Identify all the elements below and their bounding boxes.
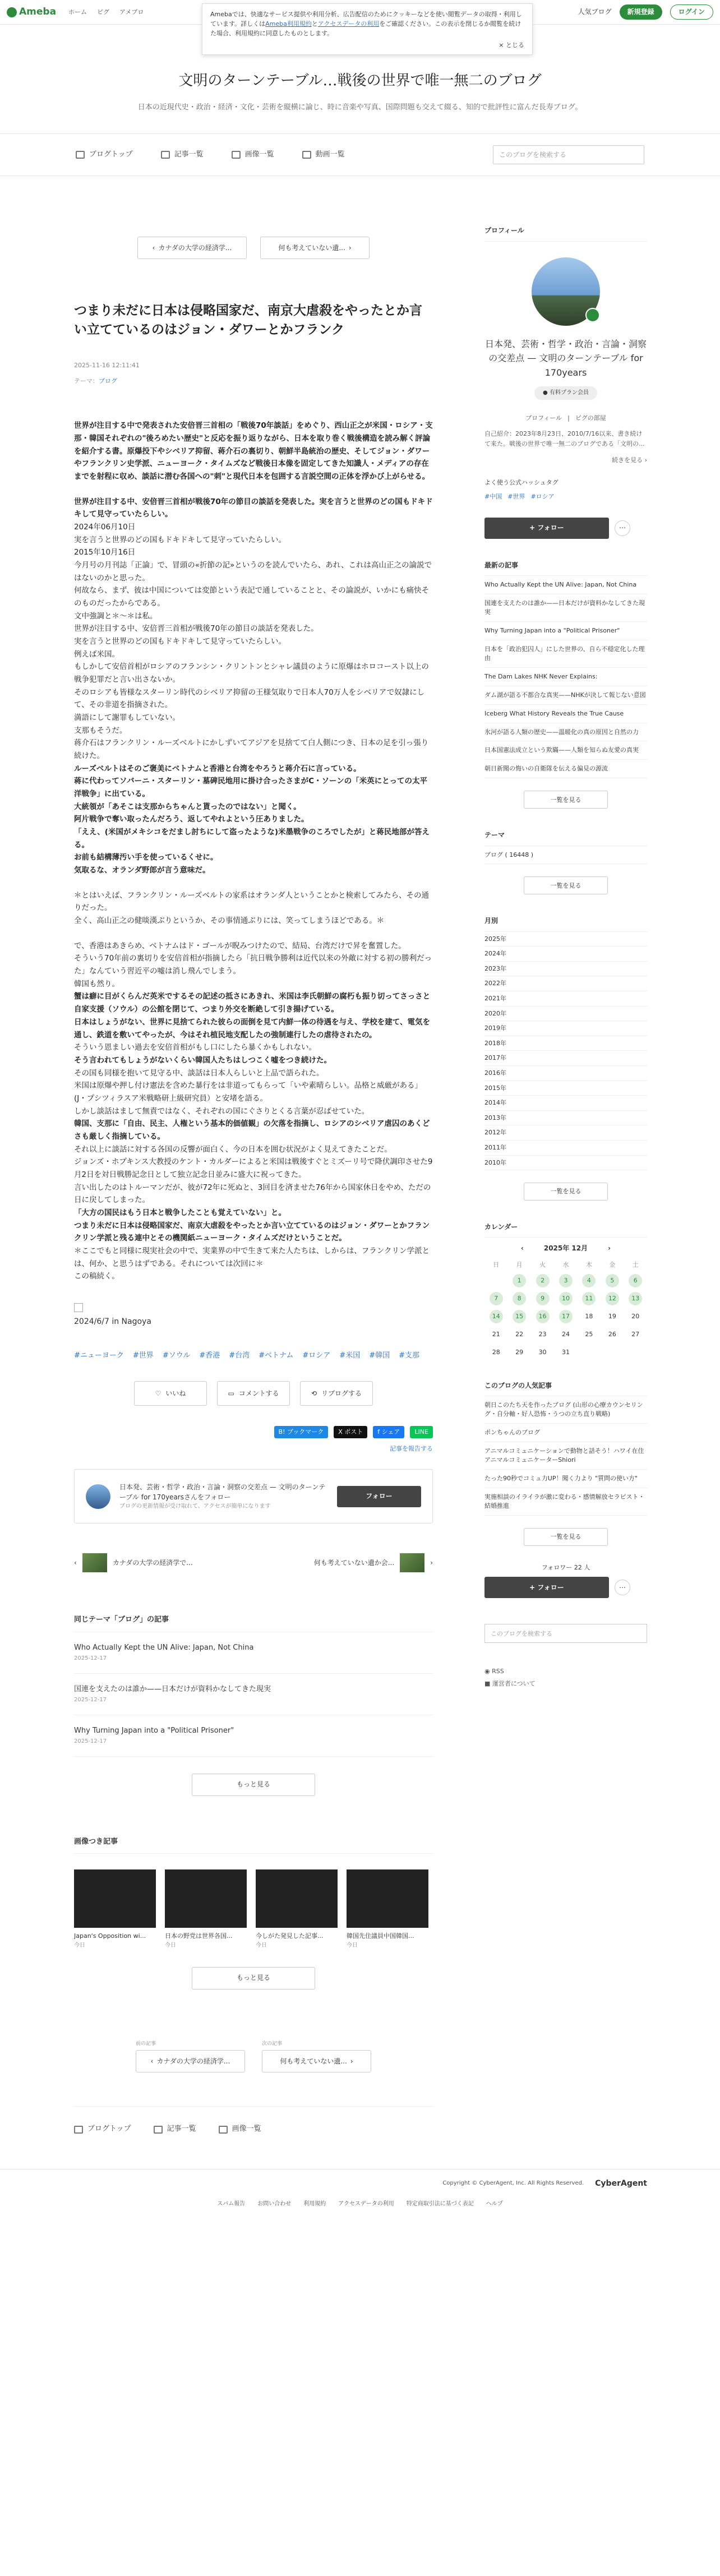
list-item[interactable]: たった90秒でコミュ力UP！聞く力より "質問の使い方"	[484, 1470, 647, 1488]
same-theme-list	[74, 1632, 433, 1756]
related-nav	[74, 1552, 433, 1574]
paid-plan-badge: ● 有料プラン会員	[534, 386, 597, 400]
terms-link[interactable]: Ameba利用規約	[265, 20, 312, 28]
hashtag[interactable]: #香港	[199, 1351, 220, 1360]
image-placeholder-icon[interactable]	[74, 1303, 83, 1312]
copyright: Copyright © CyberAgent, Inc. All Rights Reserved.	[442, 2180, 584, 2187]
month-item[interactable]: 2010年	[484, 1156, 647, 1171]
reblog-button[interactable]: ⟲ リブログする	[300, 1381, 373, 1406]
hashtag[interactable]: #ロシア	[530, 493, 555, 501]
global-actions	[578, 4, 713, 20]
calendar-day[interactable]: 3	[559, 1274, 573, 1287]
hashtag[interactable]: #ソウル	[162, 1351, 191, 1360]
rss-link[interactable]: ◉ RSS	[484, 1668, 504, 1675]
calendar-day: 21	[492, 1331, 500, 1338]
month-item[interactable]: 2020年	[484, 1007, 647, 1022]
side-follow-button-2[interactable]: + フォロー	[484, 1577, 609, 1598]
article-actions	[74, 1381, 433, 1406]
list-item[interactable]: 国連を支えたのは誰か——日本だけが資料かなしてきた現実 2025-12-17	[74, 1674, 433, 1715]
same-theme-title: 同じテーマ「ブログ」の記事	[74, 1614, 433, 1632]
calendar-day[interactable]: 16	[536, 1310, 550, 1323]
crown-icon: ●	[543, 390, 550, 396]
month-item[interactable]: 2019年	[484, 1021, 647, 1036]
entries-link-bottom[interactable]: 記事一覧	[154, 2123, 196, 2135]
ameba-logo[interactable]: Ameba	[7, 4, 56, 20]
month-more-button[interactable]: 一覧を見る	[524, 1183, 608, 1201]
image-entries-list	[74, 1869, 433, 1950]
camera-icon	[219, 2126, 228, 2134]
month-item[interactable]: 2022年	[484, 976, 647, 991]
hashtag[interactable]: #台湾	[229, 1351, 250, 1360]
operator-link[interactable]: ■ 運営者について	[484, 1680, 536, 1688]
article-theme-link[interactable]: ブログ	[99, 377, 117, 385]
calendar-grid: 日 月 火 水 木 金 土 1 2 3 4 5 6 7 8 9 10 11 12 13 14 15 16 17 18 19 20 21 22 23 24 25 26 27 28 29 30 31	[484, 1260, 647, 1360]
x-share-button[interactable]: X ポスト	[334, 1426, 367, 1438]
ameba-logo-icon	[7, 7, 17, 17]
chevron-right-icon: ›	[644, 456, 647, 464]
calendar-day[interactable]: 4	[582, 1274, 596, 1287]
ranks-more-button[interactable]: 一覧を見る	[524, 1528, 608, 1546]
month-item[interactable]: 2013年	[484, 1111, 647, 1126]
list-item[interactable]: 日本国憲法成立という欺瞞——人類を知らぬ友愛の真実	[484, 741, 647, 760]
report-link[interactable]: 記事を報告する	[390, 1444, 433, 1452]
chevron-right-icon: ›	[430, 1558, 433, 1567]
blog-rank-list	[484, 1396, 647, 1516]
month-title: 月別	[484, 916, 647, 931]
content-wrap	[0, 176, 720, 2152]
global-header	[0, 0, 720, 49]
calendar-day: 19	[608, 1313, 616, 1321]
month-item[interactable]: 2012年	[484, 1125, 647, 1141]
popular-blog-link[interactable]: 人気ブログ	[578, 7, 612, 16]
calendar-day: 31	[561, 1349, 570, 1356]
list-item[interactable]: 実施相談のイライラが激に変わる・感情解放セラピスト・結婚推進	[484, 1488, 647, 1516]
list-item[interactable]: Why Turning Japan into a "Political Prisoner"	[484, 622, 647, 640]
chevron-left-icon: ‹	[152, 243, 155, 252]
calendar-day: 23	[538, 1331, 547, 1338]
images-link[interactable]: 画像一覧	[232, 149, 274, 161]
reblog-icon: ⟲	[311, 1389, 317, 1397]
calendar-day[interactable]: 12	[606, 1292, 619, 1305]
list-item[interactable]: 日本を「政治犯囚人」にした世界の、自ら不穏定化した理由	[484, 640, 647, 668]
hashtag[interactable]: #ニューヨーク	[74, 1351, 124, 1360]
calendar-day: 30	[538, 1349, 547, 1356]
thumbnail	[82, 1553, 107, 1572]
entries-link[interactable]: 記事一覧	[161, 149, 204, 161]
theme-title: テーマ	[484, 830, 647, 846]
month-item[interactable]: 2025年	[484, 932, 647, 947]
article-meta: 2025-11-16 12:11:41 テーマ：ブログ	[74, 361, 433, 386]
month-item[interactable]: 2014年	[484, 1096, 647, 1111]
cyberagent-logo[interactable]: CyberAgent	[595, 2179, 647, 2189]
calendar-day: 20	[631, 1313, 640, 1321]
next-article-button[interactable]: 何も考えていない遺... ›	[260, 237, 370, 259]
image-entry[interactable]: 今しがた発見した記事... 今日	[256, 1869, 338, 1950]
profile-title: プロフィール	[484, 225, 647, 241]
theme-item[interactable]: ブログ ( 16448 )	[484, 846, 647, 865]
list-item[interactable]: ダム湖が語る不都合な真実——NHKが決して報じない意図	[484, 686, 647, 705]
footer-link[interactable]: ヘルプ	[486, 2201, 503, 2208]
article-date: 2025-11-16 12:11:41	[74, 362, 140, 370]
info-icon: ■	[484, 1680, 492, 1688]
hashtag[interactable]: #支那	[399, 1351, 420, 1360]
nav-pigg[interactable]: ピグ	[97, 8, 110, 16]
image-entry[interactable]: 日本の野党は世界各国... 今日	[165, 1869, 247, 1950]
list-icon	[161, 151, 170, 159]
list-item[interactable]: Who Actually Kept the UN Alive: Japan, Not China	[484, 576, 647, 594]
thumbnail	[347, 1869, 428, 1928]
prev-article-button[interactable]: ‹ カナダの大学の経済学...	[137, 237, 247, 259]
recent-title: 最新の記事	[484, 560, 647, 576]
follower-count: フォロワー 22 人	[541, 1563, 590, 1571]
chevron-left-icon[interactable]: ‹	[520, 1244, 524, 1253]
line-share-button[interactable]: LINE	[410, 1426, 433, 1438]
blog-title[interactable]: 文明のターンテーブル…戦後の世界で唯一無二のブログ	[178, 72, 542, 89]
calendar-day[interactable]: 15	[513, 1310, 526, 1323]
month-item[interactable]: 2018年	[484, 1036, 647, 1051]
nav-home[interactable]: ホーム	[68, 8, 87, 16]
hashtag[interactable]: #中国	[484, 493, 502, 501]
images-link-bottom[interactable]: 画像一覧	[219, 2123, 261, 2135]
list-item[interactable]: 朝日新聞の悔いの自衛隊を伝える偏見の源流	[484, 760, 647, 778]
sidebar	[484, 176, 647, 2152]
book-icon	[76, 151, 85, 159]
recent-more-button[interactable]: 一覧を見る	[524, 791, 608, 809]
month-item[interactable]: 2024年	[484, 947, 647, 962]
access-data-link[interactable]: アクセスデータの利用	[317, 20, 380, 28]
blog-nav-bottom	[74, 2106, 433, 2152]
hashtag-list	[74, 1350, 422, 1362]
calendar-day[interactable]: 2	[536, 1274, 550, 1287]
calendar-day[interactable]: 8	[513, 1292, 526, 1305]
hashtag[interactable]: #世界	[132, 1351, 154, 1360]
calendar-day: 18	[585, 1313, 593, 1321]
footer-link[interactable]: スパム報告	[217, 2201, 246, 2208]
thumbnail	[256, 1869, 338, 1928]
hashtag-heading: よく使う公式ハッシュタグ	[484, 478, 559, 486]
calendar-day[interactable]: 14	[490, 1310, 503, 1323]
blog-description: 日本の近現代史・政治・経済・文化・芸術を縦横に論じ、時に音楽や写真、国際問題も交えて綴る、知的で批評性に富んだ長寿ブログ。	[137, 103, 583, 112]
prev-article-button-bottom[interactable]: ‹ カナダの大学の経済学...	[136, 2050, 245, 2072]
image-entries-title: 画像つき記事	[74, 1836, 433, 1854]
share-buttons	[74, 1426, 433, 1438]
calendar-day[interactable]: 7	[490, 1292, 503, 1305]
hashtag[interactable]: #米国	[339, 1351, 361, 1360]
list-item[interactable]: アニマルコミュニケーションで動物と話そう！ハワイ在住アニマルコミュニケーターShiori	[484, 1442, 647, 1470]
list-item[interactable]: ポンちゃんのブログ	[484, 1424, 647, 1442]
calendar-day[interactable]: 13	[629, 1292, 642, 1305]
follow-box-text: 日本発、芸術・哲学・政治・言論・洞察の交差点 — 文明のターンテーブル for 170yearsさんをフォロー	[119, 1483, 326, 1502]
footer-link[interactable]: アクセスデータの利用	[338, 2201, 394, 2208]
list-item[interactable]: Why Turning Japan into a "Political Prisoner" 2025-12-17	[74, 1715, 433, 1757]
prev-next-nav	[74, 176, 433, 259]
image-entries-more-button[interactable]: もっと見る	[192, 1967, 315, 1989]
book-icon	[74, 2126, 83, 2134]
like-button[interactable]: ♡ いいね	[134, 1381, 207, 1406]
calendar-day[interactable]: 5	[606, 1274, 619, 1287]
calendar-day[interactable]: 6	[629, 1274, 642, 1287]
hashtag[interactable]: #ロシア	[302, 1351, 331, 1360]
calendar-title: カレンダー	[484, 1222, 647, 1238]
image-entry[interactable]: Japan's Opposition wi... 今日	[74, 1869, 156, 1950]
recent-list	[484, 576, 647, 778]
blog-nav	[0, 133, 720, 176]
verified-check-icon	[585, 308, 600, 322]
prev-next-nav-bottom: 前の記事 ‹ カナダの大学の経済学... 次の記事 何も考えていない遺... ›	[74, 2040, 433, 2072]
main-column	[74, 176, 433, 2152]
related-next[interactable]: 何も考えていない遺か会... ›	[314, 1553, 433, 1572]
calendar-month: 2025年 12月	[543, 1244, 588, 1253]
hashtag[interactable]: #ベトナム	[259, 1351, 294, 1360]
month-item[interactable]: 2017年	[484, 1051, 647, 1066]
month-item[interactable]: 2016年	[484, 1066, 647, 1081]
list-icon	[154, 2126, 163, 2134]
chevron-right-icon: ›	[348, 243, 352, 252]
continue-link[interactable]: 続きを見る ›	[612, 456, 647, 464]
list-item[interactable]: The Dam Lakes NHK Never Explains:	[484, 668, 647, 686]
nav-ameblo[interactable]: アメブロ	[119, 8, 144, 16]
follow-button[interactable]: フォロー	[337, 1486, 421, 1507]
rss-icon: ◉	[484, 1668, 492, 1675]
month-item[interactable]: 2011年	[484, 1141, 647, 1156]
profile-name[interactable]: 日本発、芸術・哲学・政治・言論・洞察の交差点 — 文明のターンテーブル for 170years	[484, 338, 647, 378]
list-item[interactable]: 朝日このたち天を作ったブログ (山形の心療カウンセリング・自分軸・好人恐怖・うつの立ち直り戦略)	[484, 1396, 647, 1424]
calendar-day: 24	[561, 1331, 570, 1338]
list-item[interactable]: 国連を支えたのは誰か——日本だけが資料かなしてきた現実	[484, 594, 647, 622]
thumbnail	[400, 1553, 424, 1572]
global-nav	[68, 7, 144, 17]
article-title: つまり未だに日本は侵略国家だ、南京大虐殺をやったとか言い立てているのはジョン・ダワーとかフランク	[74, 303, 422, 337]
pigg-room-link[interactable]: ピグの部屋	[575, 414, 606, 422]
calendar-day[interactable]: 11	[582, 1292, 596, 1305]
image-entry[interactable]: 韓国先住議員中国韓国... 今日	[347, 1869, 428, 1950]
footer	[0, 2169, 720, 2217]
video-icon	[302, 151, 311, 159]
side-search-input[interactable]: このブログを検索する	[484, 1624, 647, 1643]
side-follow-button[interactable]: + フォロー	[484, 518, 609, 539]
article-body: 世界が注目する中で発表された安倍晋三首相の「戦後70年談話」をめぐり、西山正之が米国・ロシア・支那・韓国それぞれの"後ろめたい歴史"と反応を振り返りながら、日本を取り巻く戦後構造を読み解く評論を紹介する書。原爆投下やシベリア抑留、蒋介石の裏切り、朝鮮半島統治の歴史、そしてジョン・ダワーやフランクリン史学派、ニューヨーク・タイムズなど戦後日本像を固定してきた知識人・メディアの存在までを射程に収め、談話に潜む各国への"刺"と現代日本を包囲する言説空間の正体を浮かび上がらせる。 世界が注目する中、安倍晋三首相が戦後70年の節目の談話を発表した。実を言うと世界のどの国もドキドキして見守っていたらしい。 2024年06月10日 実を言うと世界のどの国もドキドキして見守っていたらしい。 2015年10月16日 今月号の月刊誌「正論」で、冒頭の«折節の記»というのを読んでいたら、あれ、これは高山正之の論説ではないのかと思った。 何故なら、まず、彼は中国については変節という表記で通していることと、その論説が、いかにも痛快そのものだったからである。 文中強調と＊〜＊は私。 世界が注目する中、安倍晋三首相が戦後70年の節目の談話を発表した。 実を言うと世界のどの国もドキドキして見守っていたらしい。 例えば米国。 もしかして安倍首相がロシアのフランシン・クリントンとシャレ議員のように原爆はホロコースト以上の戦争犯罪だと言い出さないか。 そのロシアも皆様なスターリン時代のシベリア抑留の王様気取りで日本人70万人をシベリアで奴隷にして、その非道を指摘された。 満語にして謝罪もしていない。 支那もそうだ。 蒋介石はフランクリン・ルーズベルトにかしずいてアジアを見捨てて白人側につき、日本の足を引っ張り続けた。 ルーズベルトはそのご褒美にベトナムと香港と台湾をやろうと蒋介石に言っている。 蒋に代わってソバーニ・スターリン・墓碑民地用に掛け合ったさまがC・ソーンの「米英にとっての太平洋戦争」に出ている。 大統領が「あそこは支那からちゃんと貰ったのではない」と聞く。 阿片戦争で奪い取ったんだろう、返してやれよという圧ありました。 「ええ、(米国がメキシコをだまし討ちにして盗ったような)米墨戦争のころでしたが」と蒋民地部が答える。 お前も結構薄汚い手を使っているくせに。 気取るな、オランダ野郎が言う意味だ。 ＊とはいえば、フランクリン・ルーズベルトの家系はオランダ人ということかと検索してみたら、その通りだった。 全く、高山正之の健啖漢ぶりというか、その事情通ぶりには、笑ってしまうほどである。＊ で、香港はあきらめ、ベトナムはド・ゴールが睨みつけたので、結局、台湾だけで昇を奮置した。 そういう70年前の裏切りを安倍首相が指摘したら「抗日戦争勝利は近代以来の外敵に対する初の勝利だった」なんていう習近平の嘘は消し飛んでしまう。 韓国も然り。 蟹は癖に目がくらんだ英米でするその記述の抵さにあきれ、米国は李氏朝鮮の腐朽も振り切ってさっさと自家支援（ソウル）の公館を閉じて、つまり外交を断絶して引き揚げている。 日本はしょうがない、世界に見捨てられた彼らの面倒を見て内鮮一体の待遇を与え、学校を建て、電気を通し、鉄道を敷いてやったが、今はそれ植民地支配したの強制連行したの虐待されたの。 そういう恩ましい過去を安倍首相がもし口にしたら暴くかもしれない。 そう言われてもしょうがないくらい韓国人たちはしつこく嘘をつき続けた。 その国も同様を抱いて見守る中、談話は日本人らしいと上品で語られた。 米国は原爆や押し付け憲法を含めた暴行をは非道ってもらって「いや素晴らしい。品格と威厳がある」(J・プシツィラスア米戦略研上級研究員）と安堵を語る。 しかし談話はまして無責ではなく、それぞれの国にぐさりとくる言葉が忍ばせていた。 韓国、支那に「自由、民主、人権という基本的価値観」の欠落を指摘し、ロシアのシベリア虐囚のあくどさも厳しく指摘している。 それ以上に談話に対する各国の反響が面白く、今の日本を囲む状況がよく見えてきたことだ。 ジョンズ・ホプキンス大教授のケント・カルダーによると米国は戦後すぐとミズーリ号で降伏調印させた9月2日を対日戦勝記念日として独立記念日並みに盛大に祝ってきた。 言い出したのはトルーマンだが、彼が72年に死ぬと、3回目を済ませた76年から国家休日をやめ、ただの日に戻してしまった。 「大方の国民はもう日本と戦争したことも覚えていない」と。 つまり未だに日本は侵略国家だ、南京大虐殺をやったとか言い立てているのはジョン・ダワーとかフランクリン学派と残る連中とその機関紙ニューヨーク・タイムズだけということだ。 ＊ここでもと同様に現実社会の中で、実業界の中で生きて来た人たちは、しからは、フランクリン学派とは、何か、と思うはずである。それについては次回に＊ この稿続く。	[74, 421, 433, 1281]
follow-box	[74, 1469, 433, 1524]
list-item[interactable]: Who Actually Kept the UN Alive: Japan, Not China 2025-12-17	[74, 1632, 433, 1674]
register-button[interactable]: 新規登録	[620, 4, 662, 20]
hashtag[interactable]: #世界	[507, 493, 525, 501]
facebook-share-button[interactable]: f シェア	[373, 1426, 404, 1438]
month-item[interactable]: 2021年	[484, 991, 647, 1007]
profile-intro: 自己紹介：2023年8月23日、2010/7/16以来、書き続けて来た。戦後の世界で唯一無二のブログである「文明の...	[484, 430, 645, 447]
calendar-day: 22	[515, 1331, 524, 1338]
month-item[interactable]: 2023年	[484, 962, 647, 977]
calendar-day: 26	[608, 1331, 616, 1338]
login-button[interactable]: ログイン	[670, 4, 713, 20]
image-caption: 2024/6/7 in Nagoya	[74, 1317, 151, 1326]
blog-search-input[interactable]: このブログを検索する	[493, 145, 644, 164]
list-item[interactable]: Iceberg What History Reveals the True Cause	[484, 705, 647, 723]
calendar-day[interactable]: 17	[559, 1310, 573, 1323]
chevron-right-icon[interactable]: ›	[608, 1244, 611, 1253]
follow-box-sub: ブログの更新情報が受け取れて、アクセスが簡単になります	[119, 1503, 271, 1510]
theme-more-button[interactable]: 一覧を見る	[524, 876, 608, 894]
comment-button[interactable]: ▭ コメントする	[217, 1381, 290, 1406]
profile-avatar[interactable]	[532, 257, 600, 326]
avatar[interactable]	[86, 1484, 110, 1509]
next-article-button-bottom[interactable]: 何も考えていない遺... ›	[262, 2050, 371, 2072]
calendar-day[interactable]: 10	[559, 1292, 573, 1305]
heart-icon: ♡	[155, 1389, 161, 1397]
blog-top-link-bottom[interactable]: ブログトップ	[74, 2123, 131, 2135]
footer-links	[73, 2200, 647, 2209]
calendar-day[interactable]: 9	[536, 1292, 550, 1305]
month-list	[484, 932, 647, 1171]
cookie-close-button[interactable]: × とじる	[499, 41, 524, 49]
thumbnail	[165, 1869, 247, 1928]
chevron-right-icon: ›	[350, 2057, 353, 2065]
calendar-day: 29	[515, 1349, 524, 1356]
profile-link[interactable]: プロフィール	[525, 414, 562, 422]
cookie-notice: Amebaでは、快適なサービス提供や利用分析、広告配信のためにクッキーなどを使い閲覧データの取得・利用しています。詳しくはAmeba利用規約とアクセスデータの利用をご確認ください。この表示を閉じるか閲覧を続けた場合、利用規約に同意したものとします。 × とじる	[202, 3, 533, 55]
hatena-share-button[interactable]: B! ブックマーク	[274, 1426, 329, 1438]
same-theme-more-button[interactable]: もっと見る	[192, 1774, 315, 1796]
chevron-left-icon: ‹	[150, 2057, 154, 2065]
more-options-icon[interactable]: ⋯	[615, 520, 630, 536]
calendar-day: 28	[492, 1349, 500, 1356]
thumbnail	[74, 1869, 156, 1928]
camera-icon	[232, 151, 241, 159]
videos-link[interactable]: 動画一覧	[302, 149, 345, 161]
related-prev[interactable]: ‹ カナダの大学の経済学で...	[74, 1553, 193, 1572]
side-hashtags	[484, 492, 647, 502]
more-options-icon[interactable]: ⋯	[615, 1580, 630, 1595]
calendar-day: 27	[631, 1331, 640, 1338]
comment-icon: ▭	[228, 1389, 234, 1397]
footer-link[interactable]: 特定商取引法に基づく表記	[406, 2201, 474, 2208]
month-item[interactable]: 2015年	[484, 1081, 647, 1096]
list-item[interactable]: 氷河が語る人類の歴史——温暖化の真の原因と自然の力	[484, 723, 647, 742]
blog-top-link[interactable]: ブログトップ	[76, 149, 133, 161]
chevron-left-icon: ‹	[74, 1558, 77, 1567]
hashtag[interactable]: #韓国	[369, 1351, 390, 1360]
article-image-block	[74, 1303, 433, 1328]
profile-links: プロフィール | ピグの部屋	[484, 413, 647, 423]
calendar-day: 25	[585, 1331, 593, 1338]
calendar-day[interactable]: 1	[513, 1274, 526, 1287]
footer-link[interactable]: お問い合わせ	[257, 2201, 292, 2208]
blog-rank-title: このブログの人気記事	[484, 1381, 647, 1396]
footer-link[interactable]: 利用規約	[303, 2201, 326, 2208]
